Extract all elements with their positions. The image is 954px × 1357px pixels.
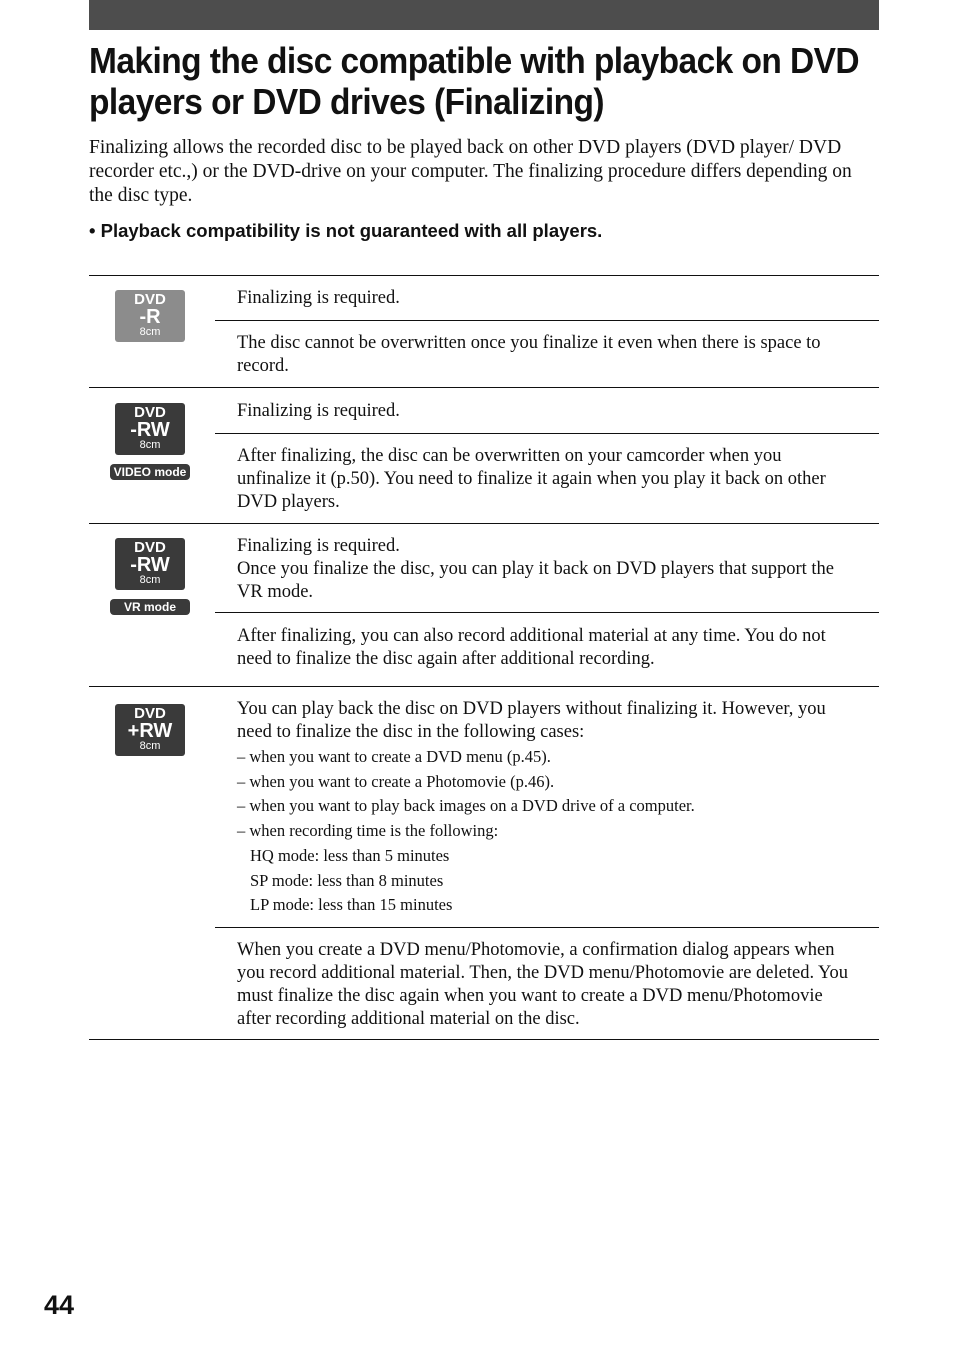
dvd-plus-rw-disc-icon [115, 704, 185, 756]
disc-label-type: -RW [130, 554, 170, 576]
vr-mode-badge: VR mode [110, 599, 190, 615]
header-bar [89, 0, 879, 30]
table-cell [237, 698, 852, 918]
list-item: HQ mode: less than 5 minutes [250, 845, 450, 865]
list-item: – when you want to create a DVD menu (p.45). [237, 747, 551, 766]
dvd-rw-disc-icon [115, 538, 185, 590]
table-cell [237, 332, 852, 378]
table-cell [237, 445, 852, 514]
disc-label-size: 8cm [139, 740, 161, 752]
disc-label-dvd: DVD [134, 291, 166, 308]
cell-text: When you create a DVD menu/Photomovie, a confirmation dialog appears when you record additional material. Then, the DVD menu/Photomovie are deleted. You must finalize the disc again when you want to create a DVD menu/Photomovie after recording additional material on the disc. [237, 940, 849, 1029]
list-item: LP mode: less than 15 minutes [250, 895, 453, 915]
cell-text: Finalizing is required. [237, 288, 400, 308]
table-cell [237, 400, 852, 423]
list-item: – when you want to create a Photomovie (p.46). [237, 771, 555, 791]
compatibility-note: • Playback compatibility is not guaranteed with all players. [89, 220, 603, 241]
table-bottom-rule [89, 1039, 879, 1040]
cell-text: You can play back the disc on DVD players without finalizing it. However, you need to finalize the disc in the following cases: [237, 699, 826, 742]
disc-label-size: 8cm [139, 574, 161, 586]
table-top-rule [89, 275, 879, 276]
section-rule [89, 387, 879, 388]
dvd-r-disc-icon [115, 290, 185, 342]
cell-text: The disc cannot be overwritten once you finalize it even when there is space to record. [237, 333, 821, 376]
table-cell [237, 625, 852, 671]
cell-text: Once you finalize the disc, you can play it back on DVD players that support the VR mode. [237, 559, 834, 602]
intro-paragraph: Finalizing allows the recorded disc to be played back on other DVD players (DVD player/ DVD recorder etc.,) or the DVD-drive on your computer. The finalizing procedure differs depending on the disc type. [89, 137, 852, 206]
disc-label-type: -R [139, 306, 161, 328]
disc-label-dvd: DVD [134, 539, 166, 556]
disc-label-size: 8cm [139, 439, 161, 451]
disc-label-type: -RW [130, 419, 170, 441]
row-divider [215, 433, 879, 434]
table-cell [237, 535, 852, 604]
video-mode-badge: VIDEO mode [110, 464, 190, 480]
cell-text: Finalizing is required. [237, 401, 400, 421]
row-divider [215, 927, 879, 928]
case-list [237, 745, 852, 918]
row-divider [215, 612, 879, 613]
disc-label-dvd: DVD [134, 705, 166, 722]
cell-text: Finalizing is required. [237, 536, 400, 556]
list-item: SP mode: less than 8 minutes [250, 870, 444, 890]
page-title: Making the disc compatible with playback on DVD players or DVD drives (Finalizing) [89, 40, 860, 122]
table-cell [237, 939, 852, 1031]
disc-label-type: +RW [127, 720, 173, 742]
section-rule [89, 523, 879, 524]
list-item: – when recording time is the following: [237, 821, 499, 841]
section-rule [89, 686, 879, 687]
row-divider [215, 320, 879, 321]
table-cell [237, 287, 852, 310]
cell-text: After finalizing, the disc can be overwritten on your camcorder when you unfinalize it (p.50). You need to finalize it again when you play it back on other DVD players. [237, 446, 826, 512]
dvd-rw-disc-icon [115, 403, 185, 455]
disc-label-dvd: DVD [134, 404, 166, 421]
list-item: – when you want to play back images on a DVD drive of a computer. [237, 796, 695, 816]
page-number: 44 [44, 1290, 75, 1320]
disc-label-size: 8cm [139, 326, 161, 338]
cell-text: After finalizing, you can also record additional material at any time. You do not need to finalize the disc again after additional recording. [237, 626, 826, 669]
